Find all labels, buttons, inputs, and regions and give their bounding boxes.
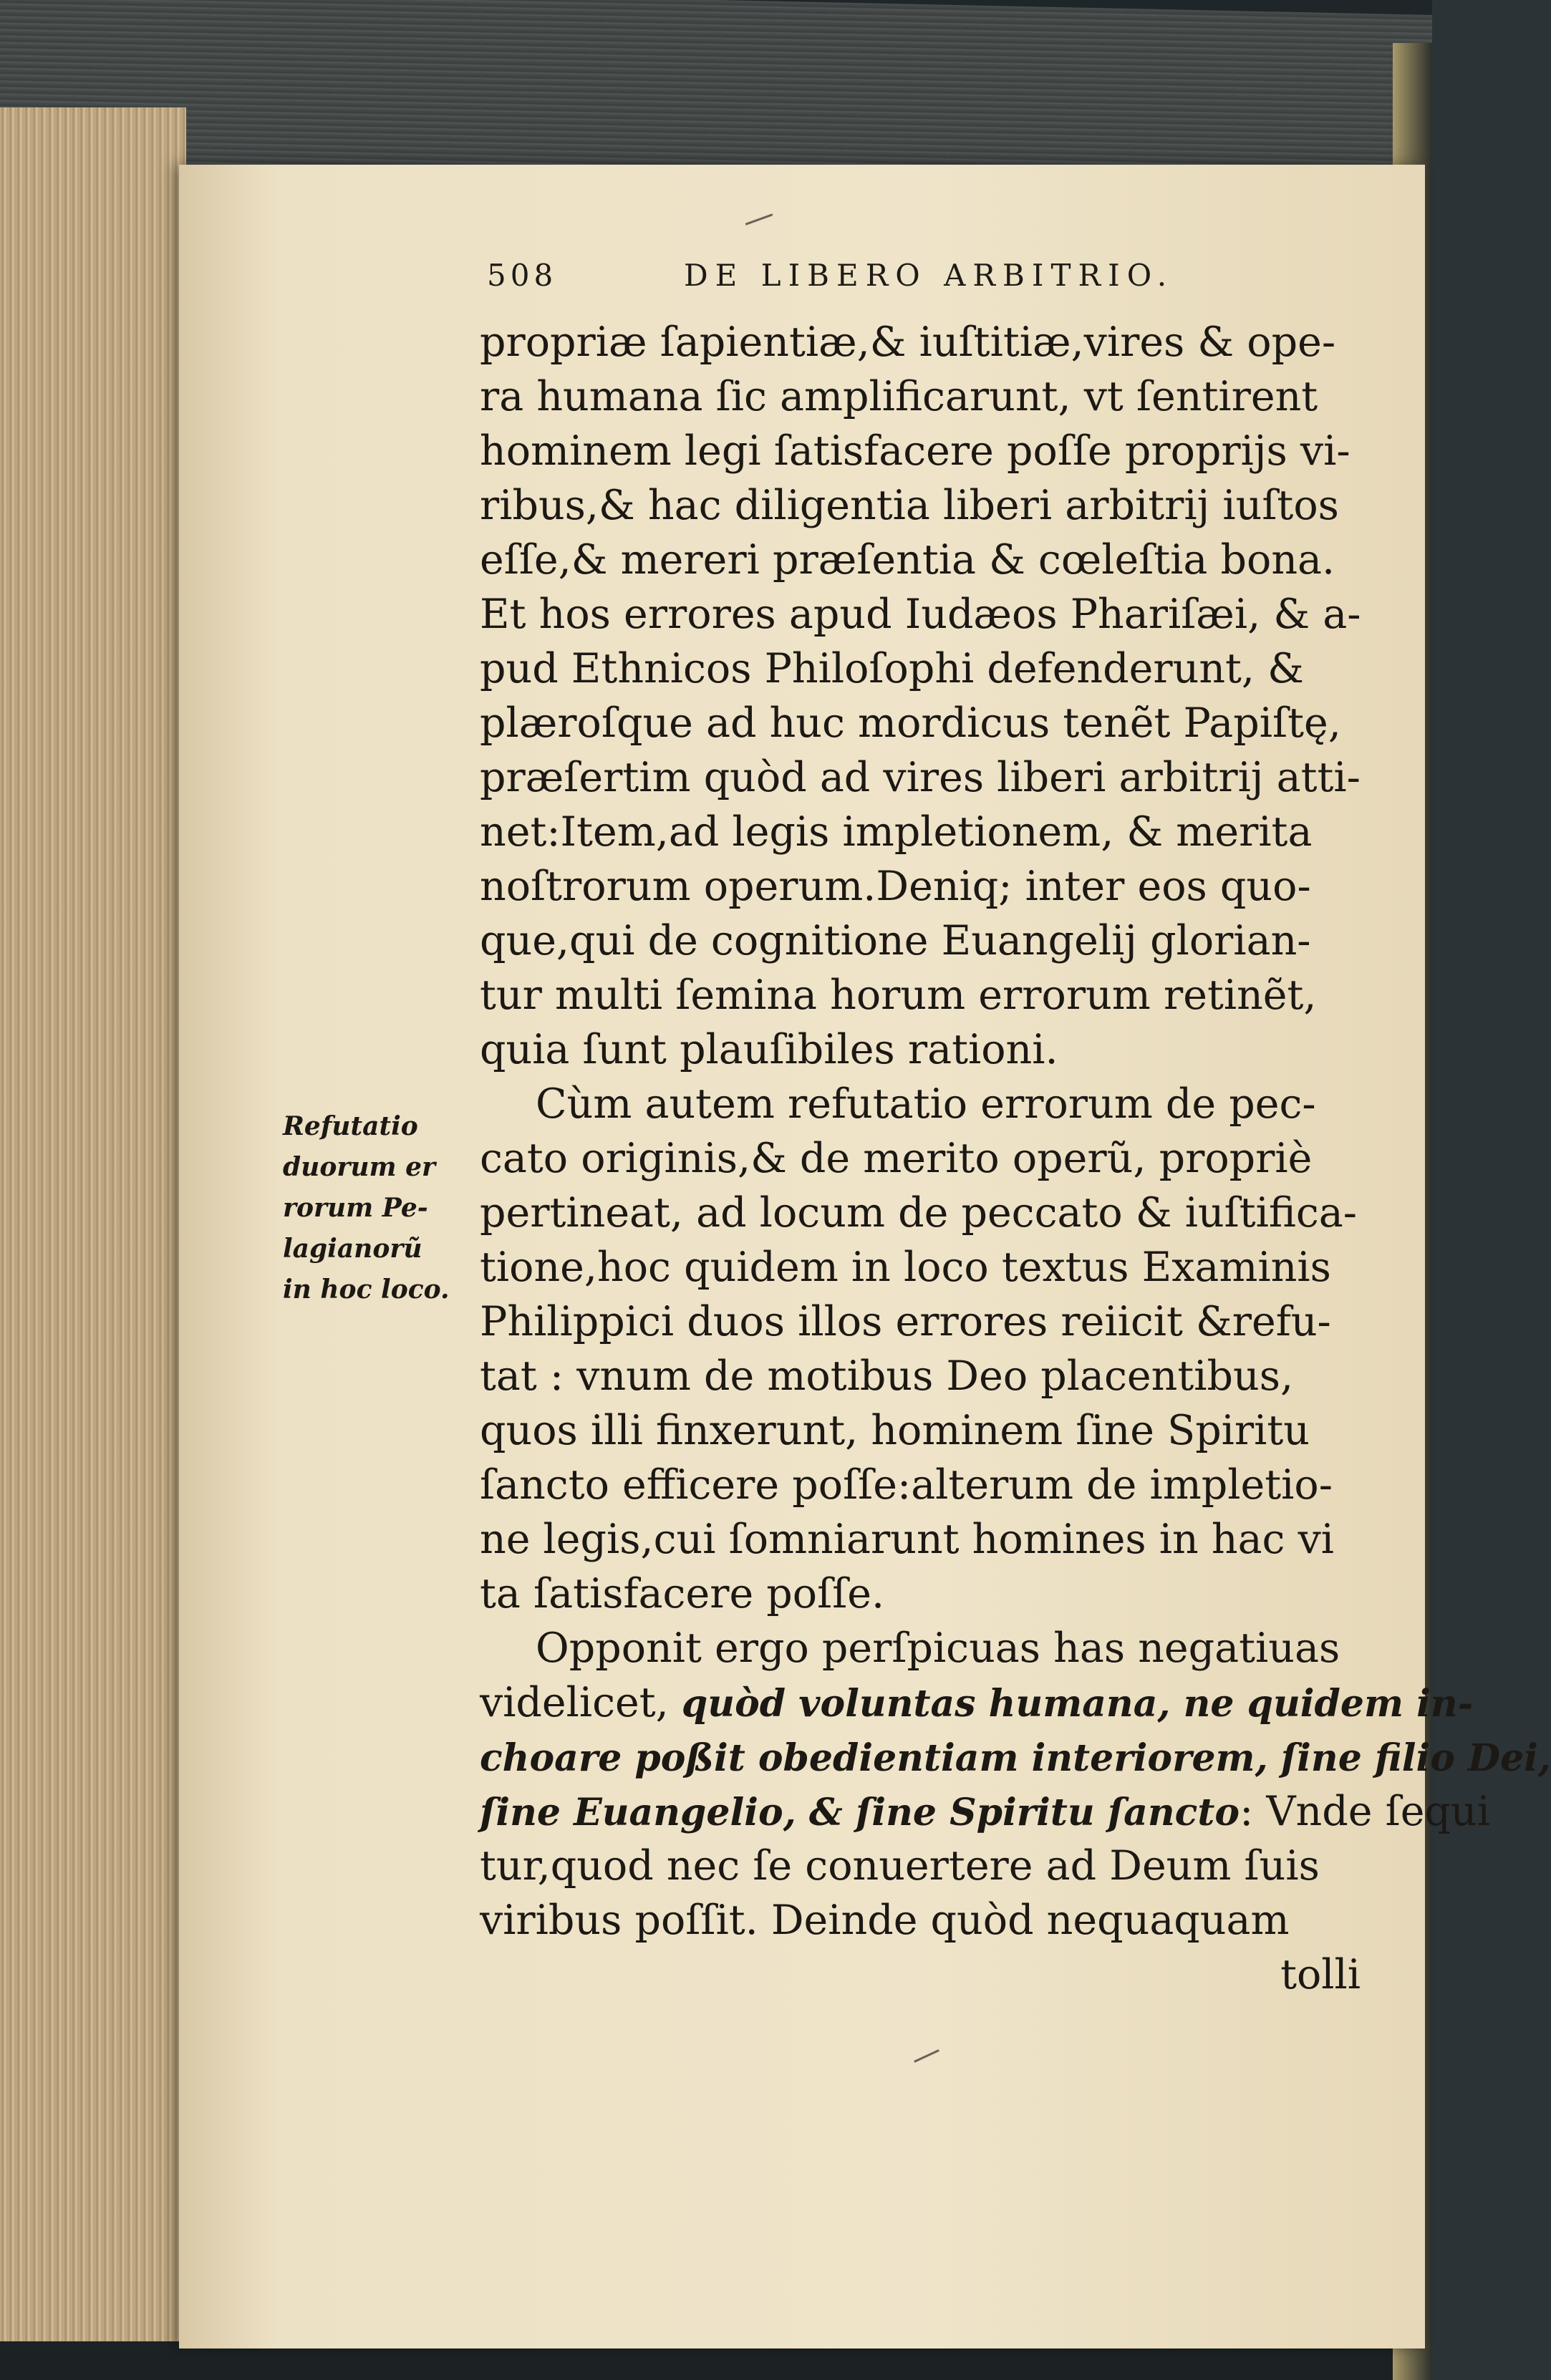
paragraph-start-line: Opponit ergo perſpicuas has negatiuas	[536, 1625, 1340, 1672]
text-line: ribus,& hac diligentia liberi arbitrij iuſtos	[480, 482, 1339, 529]
text-line: net:Item,ad legis impletionem, & merita	[480, 808, 1313, 856]
text-line: ta ſatisfacere poſſe.	[480, 1570, 885, 1617]
text-line: propriæ ſapientiæ,& iuſtitiæ,vires & ope-	[480, 319, 1336, 366]
italic-quote: quòd voluntas humana, ne quidem in-	[681, 1682, 1474, 1726]
text-line: tione,hoc quidem in loco textus Examinis	[480, 1244, 1331, 1291]
text-line: Philippici duos illos errores reiicit &refu-	[480, 1298, 1331, 1345]
text-line: Et hos errores apud Iudæos Phariſæi, & a-	[480, 591, 1361, 638]
text-line: ſancto efficere poſſe:alterum de impletio-	[480, 1461, 1333, 1509]
margin-note-line: lagianorũ	[283, 1234, 422, 1264]
page-stack-edge	[0, 107, 186, 2341]
body-text	[480, 315, 1551, 2002]
margin-note-line: duorum er	[283, 1152, 435, 1182]
text-line: præſertim quòd ad vires liberi arbitrij atti-	[480, 754, 1361, 801]
text-line: hominem legi ſatisfacere poſſe proprijs vi-	[480, 427, 1351, 475]
text-line: eſſe,& mereri præſentia & cœleſtia bona.	[480, 536, 1335, 584]
text-line	[480, 1784, 1490, 1839]
text-line: plæroſque ad huc mordicus tenẽt Papiſtę,	[480, 700, 1341, 747]
margin-note	[283, 1106, 476, 1310]
text-line: tur,quod nec ſe conuertere ad Deum ſuis	[480, 1842, 1320, 1890]
text-line: pud Ethnicos Philoſophi defenderunt, &	[480, 645, 1304, 692]
text-line: quia ſunt plauſibiles rationi.	[480, 1026, 1058, 1073]
text-line: noſtrorum operum.Deniq; inter eos quo-	[480, 863, 1311, 910]
text-line: cato originis,& de merito operũ, propriè	[480, 1135, 1313, 1182]
text-line: que,qui de cognitione Euangelij glorian-	[480, 917, 1311, 964]
italic-quote: ſine Euangelio, & ſine Spiritu ſancto	[480, 1791, 1240, 1834]
catchword: tolli	[1280, 1951, 1361, 1998]
running-header	[487, 258, 1346, 308]
running-title: DE LIBERO ARBITRIO.	[684, 258, 1174, 293]
paragraph-start-line: Cùm autem refutatio errorum de pec-	[536, 1080, 1316, 1128]
text-line: tur multi ſemina horum errorum retinẽt,	[480, 972, 1317, 1019]
margin-note-line: rorum Pe-	[283, 1193, 428, 1223]
text-line: viribus poſſit. Deinde quòd nequaquam	[480, 1897, 1290, 1944]
italic-quote: choare poßit obedientiam interiorem, ſine filio Dei,	[480, 1736, 1551, 1780]
text-line: pertineat, ad locum de peccato & iuſtifica-	[480, 1189, 1358, 1237]
text-span: videlicet,	[480, 1679, 682, 1726]
text-line: ra humana ſic amplificarunt, vt ſentirent	[480, 373, 1318, 420]
text-line: tat : vnum de motibus Deo placentibus,	[480, 1353, 1294, 1400]
text-line	[480, 1730, 1551, 1784]
text-line: ne legis,cui ſomniarunt homines in hac vi	[480, 1516, 1335, 1563]
text-span: : Vnde ſequi	[1240, 1788, 1490, 1835]
margin-note-line: in hoc loco.	[283, 1274, 450, 1305]
margin-note-line: Refutatio	[283, 1111, 418, 1141]
text-line: quos illi finxerunt, hominem ſine Spiritu	[480, 1407, 1310, 1454]
text-line	[480, 1675, 1474, 1730]
page-number: 508	[487, 258, 558, 293]
